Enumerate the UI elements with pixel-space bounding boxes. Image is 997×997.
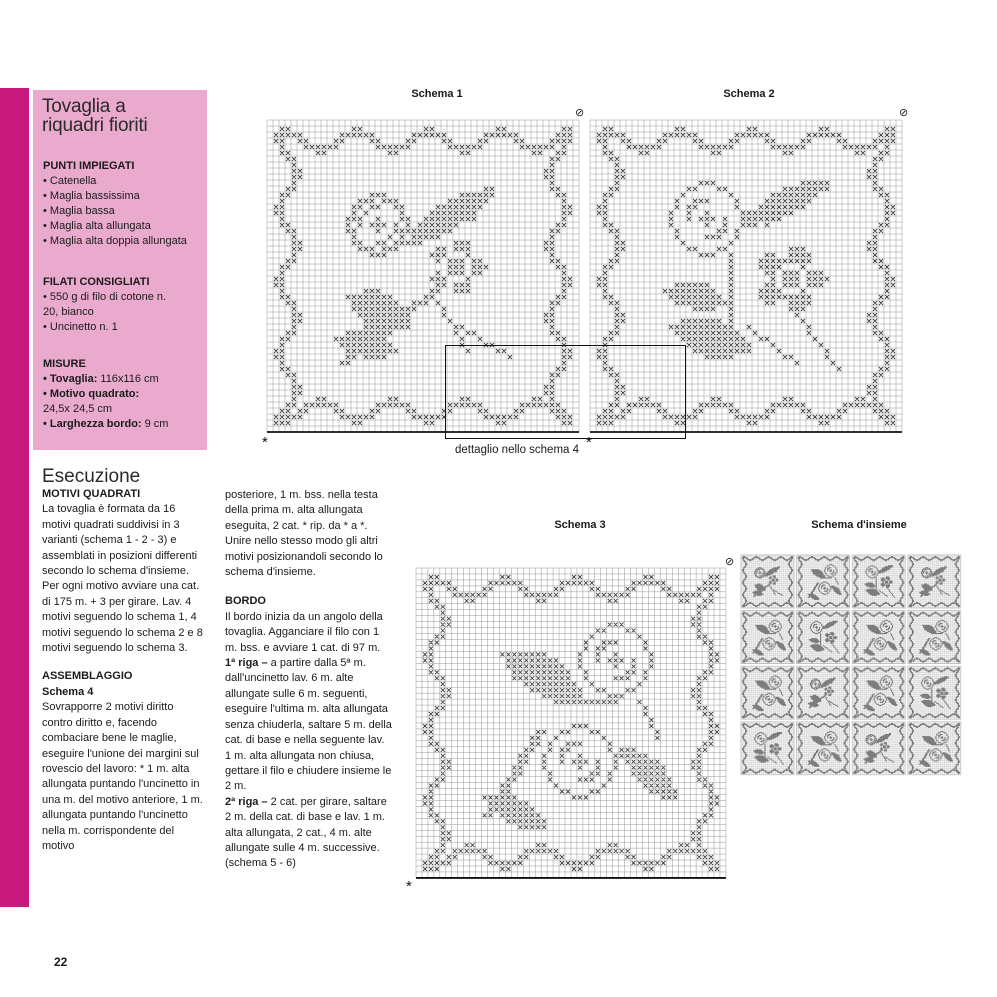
row-label: 2ª riga – [225, 795, 268, 808]
start-marker: * [262, 434, 268, 451]
row-text: 2 cat. per girare, saltare 2 m. della cat. di base e lav. 1 m. alta allungata, 2 cat., 4 m. alte allungate sulle 4 m. successive. (schema 5 - 6) [225, 795, 387, 870]
overview-tile [741, 611, 794, 664]
overview-tile [741, 666, 794, 719]
size-value: 9 cm [144, 418, 169, 430]
page-number: 22 [54, 955, 68, 969]
overview-tile [852, 722, 905, 775]
overview-tile [852, 611, 905, 664]
size-value: 24,5x 24,5 cm [43, 403, 113, 415]
overview-tile [908, 722, 961, 775]
schema2-label: Schema 2 [723, 88, 775, 100]
stitches-section [43, 159, 205, 249]
overview-tile [797, 722, 850, 775]
end-marker: ⊘ [899, 107, 909, 119]
overview-tile [797, 611, 850, 664]
row-paragraph [225, 795, 393, 872]
size-item [43, 417, 205, 432]
detail-caption: dettaglio nello schema 4 [455, 444, 580, 456]
size-item [43, 372, 205, 387]
body-paragraph: Sovrapporre 2 motivi diritto contro diritto e, facendo combaciare bene le maglie, eseguire l'unione dei margini sul rovescio del lavoro: * 1 m. alta allungata puntando l'uncinetto in una m. del motivo anteriore, 1 m. allungata puntando l'uncinetto nella m. corrispondente del motivo [42, 701, 203, 852]
schema3-chart [416, 568, 727, 880]
row-paragraph [225, 656, 393, 795]
body-paragraph: posteriore, 1 m. bss. nella testa della prima m. alta allungata eseguita, 2 cat. * rip. da * a *. Unire nello stesso modo gli altri motivi posizionandoli secondo lo schema d'insieme. [225, 489, 383, 579]
end-marker: ⊘ [725, 556, 735, 568]
stitch-item: • Maglia bassa [43, 205, 115, 217]
row-text: a partire dalla 5ª m. dall'uncinetto lav. 6 m. alte allungate sulle 6 m. seguenti, eseguire l'ultima m. alta allungata senza chiuderla, saltare 5 m. della cat. di base e nella seguente lav. 1 m. alta allungata non chiusa, gettare il filo e chiudere insieme le 2 m. [225, 657, 392, 793]
article-title: Tovaglia a riquadri fioriti [42, 96, 148, 136]
size-label: • Motivo quadrato: [43, 388, 140, 400]
body-paragraph: La tovaglia è formata da 16 motivi quadrati suddivisi in 3 varianti (schema 1 - 2 - 3) e assemblati in posizioni differenti secondo lo schema d'insieme. [42, 503, 198, 578]
overview-label: Schema d'insieme [811, 519, 907, 531]
end-marker: ⊘ [575, 107, 585, 119]
section-subheading: Schema 4 [42, 685, 94, 698]
section-heading: BORDO [225, 595, 266, 608]
stitch-item: • Maglia alta doppia allungata [43, 235, 187, 247]
size-label: • Larghezza bordo: [43, 418, 142, 430]
overview-chart [741, 555, 962, 776]
overview-tile [908, 611, 961, 664]
schema1-label: Schema 1 [411, 88, 463, 100]
overview-tile [741, 555, 794, 608]
info-box [33, 90, 207, 450]
execution-heading: Esecuzione [42, 466, 141, 487]
start-marker: * [586, 434, 592, 451]
size-value: 116x116 cm [100, 373, 159, 385]
overview-tile [908, 666, 961, 719]
overview-tile [741, 722, 794, 775]
size-item [43, 387, 205, 417]
text-column-left [42, 467, 204, 854]
size-label: • Tovaglia: [43, 373, 98, 385]
overview-tile [797, 555, 850, 608]
yarns-heading: FILATI CONSIGLIATI [43, 276, 150, 288]
text-column-middle [225, 488, 393, 872]
schema3-label: Schema 3 [554, 519, 606, 531]
yarn-item: • 550 g di filo di cotone n. 20, bianco [43, 291, 167, 318]
stitch-item: • Maglia alta allungata [43, 220, 151, 232]
yarn-item: • Uncinetto n. 1 [43, 321, 118, 333]
grid-lines [416, 568, 726, 878]
overview-tile [852, 555, 905, 608]
row-label: 1ª riga – [225, 657, 268, 670]
section-heading: ASSEMBLAGGIO [42, 670, 133, 683]
sizes-heading: MISURE [43, 358, 86, 370]
overview-tile [852, 666, 905, 719]
start-marker: * [406, 878, 412, 895]
stitch-item: • Maglia bassissima [43, 190, 140, 202]
overview-tile [797, 666, 850, 719]
body-paragraph: Il bordo inizia da un angolo della tovaglia. Agganciare il filo con 1 m. bss. e avviare 1 cat. di 97 m. [225, 610, 383, 654]
overview-tile [908, 555, 961, 608]
detail-frame [445, 345, 686, 439]
body-paragraph: Per ogni motivo avviare una cat. di 175 m. + 3 per girare. Lav. 4 motivi seguendo lo schema 1, 4 motivi seguendo lo schema 2 e 8 motivi seguendo lo schema 3. [42, 580, 203, 655]
sizes-section [43, 357, 205, 432]
stitches-heading: PUNTI IMPIEGATI [43, 160, 135, 172]
yarns-section [43, 275, 205, 335]
stitch-item: • Catenella [43, 175, 97, 187]
section-heading: MOTIVI QUADRATI [42, 488, 141, 500]
accent-bar [0, 88, 29, 907]
